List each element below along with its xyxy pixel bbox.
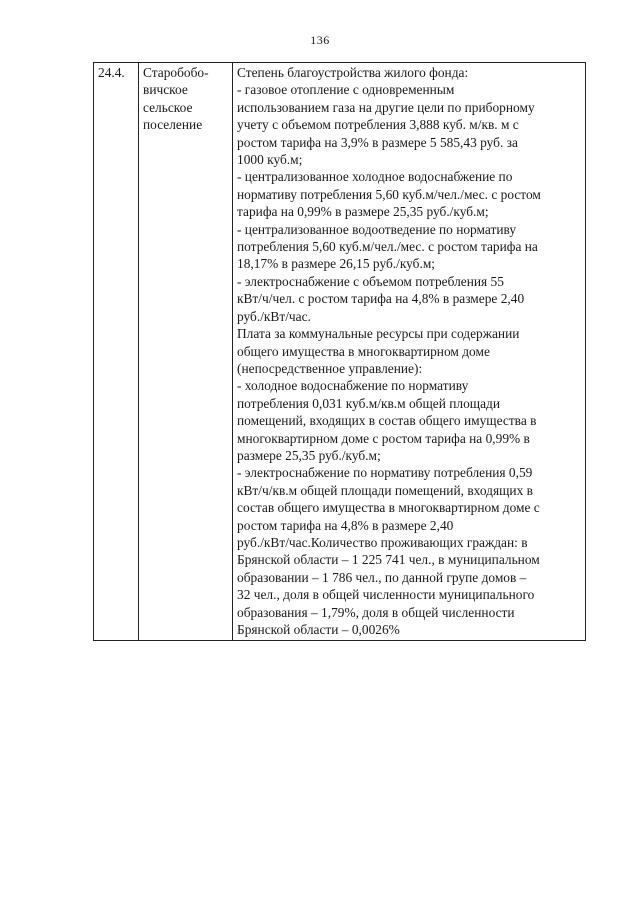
description-line: руб./кВт/час.Количество проживающих граждан: в [237, 534, 528, 550]
description-line: потребления 5,60 куб.м/чел./мес. с ростом тарифа на [237, 239, 538, 255]
table-row [94, 63, 586, 641]
description-line: Плата за коммунальные ресурсы при содержании [237, 326, 520, 342]
description-line: Степень благоустройства жилого фонда: [237, 65, 469, 80]
description-line: ростом тарифа на 4,8% в размере 2,40 [237, 517, 454, 533]
description-line: нормативу потребления 5,60 куб.м/чел./мес. с ростом [237, 186, 541, 202]
description-cell [233, 63, 586, 641]
description-line: многоквартирном доме с ростом тарифа на 0,99% в [237, 430, 530, 446]
description-line: - централизованное холодное водоснабжение по [237, 169, 513, 185]
description-line: потребления 0,031 куб.м/кв.м общей площади [237, 395, 500, 411]
description-line: Брянской области – 1 225 741 чел., в муниципальном [237, 552, 540, 568]
page-number: 136 [310, 33, 330, 47]
tariff-table [93, 62, 586, 641]
description-line: размере 25,35 руб./куб.м; [237, 447, 381, 463]
description-line: - электроснабжение с объемом потребления 55 [237, 273, 504, 289]
municipality-cell [139, 63, 233, 641]
description-line: образования – 1,79%, доля в общей численности [237, 604, 515, 620]
description-line: кВт/ч/чел. с ростом тарифа на 4,8% в размере 2,40 [237, 291, 525, 307]
description-line: 32 чел., доля в общей численности муниципального [237, 587, 535, 603]
description-line: руб./кВт/час. [237, 308, 311, 324]
description-line: учету с объемом потребления 3,888 куб. м/кв. м с [237, 117, 519, 133]
municipality-line: вичское [143, 82, 188, 98]
description-line: состав общего имущества в многоквартирном доме с [237, 500, 540, 516]
description-line: ростом тарифа на 3,9% в размере 5 585,43 руб. за [237, 134, 518, 150]
description-line: общего имущества в многоквартирном доме [237, 343, 490, 359]
municipality-line: поселение [143, 117, 203, 133]
description-line: - холодное водоснабжение по нормативу [237, 378, 469, 394]
description-line: использованием газа на другие цели по приборному [237, 99, 535, 115]
municipality-line: Старобобо- [143, 65, 209, 80]
description-line: 1000 куб.м; [237, 152, 303, 168]
description-line: кВт/ч/кв.м общей площади помещений, входящих в [237, 482, 533, 498]
row-number: 24.4. [98, 65, 125, 80]
description-line: - газовое отопление с одновременным [237, 82, 455, 98]
description-line: 18,17% в размере 26,15 руб./куб.м; [237, 256, 436, 272]
description-line: образовании – 1 786 чел., по данной групе домов – [237, 569, 527, 585]
description-line: Брянской области – 0,0026% [237, 622, 400, 637]
description-line: - централизованное водоотведение по нормативу [237, 221, 517, 237]
description-line: (непосредственное управление): [237, 360, 423, 376]
municipality-line: сельское [143, 99, 193, 115]
description-line: - электроснабжение по нормативу потребления 0,59 [237, 465, 533, 481]
description-line: помещений, входящих в состав общего имущества в [237, 413, 537, 429]
description-line: тарифа на 0,99% в размере 25,35 руб./куб.м; [237, 204, 489, 220]
row-number-cell [94, 63, 139, 641]
